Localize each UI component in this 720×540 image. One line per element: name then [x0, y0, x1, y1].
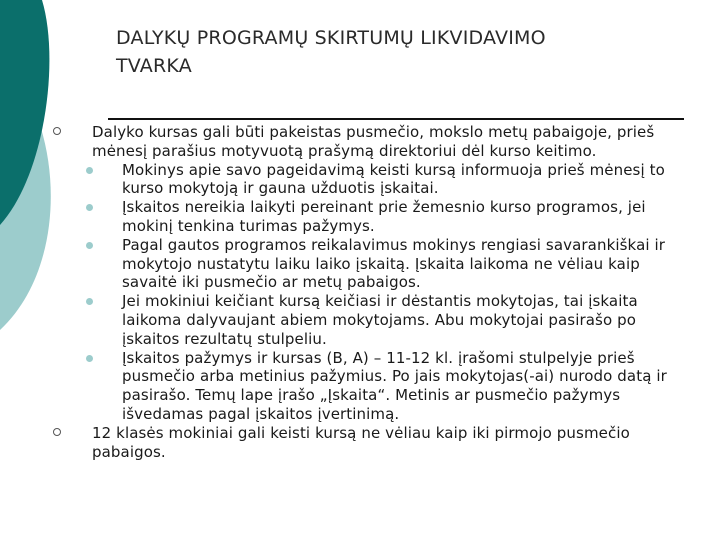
dot-bullet-icon [86, 355, 93, 362]
bullet-text: 12 klasės mokiniai gali keisti kursą ne vėliau kaip iki pirmojo pusmečio pabaigos. [92, 423, 630, 461]
dot-bullet-icon [86, 167, 93, 174]
sub-bullet-item [122, 292, 686, 348]
title-divider [108, 118, 684, 120]
sub-bullet-text: Jei mokiniui keičiant kursą keičiasi ir dėstantis mokytojas, tai įskaita laikoma dalyvaujant abiem mokytojams. Abu mokytojai pasirašo po įskaitos rezultatų stulpeliu. [122, 292, 638, 348]
sub-bullet-item [122, 236, 686, 292]
title-line-1: DALYKŲ PROGRAMŲ SKIRTUMŲ LIKVIDAVIMO [116, 27, 546, 49]
slide-title [116, 24, 696, 80]
sub-bullet-item [122, 161, 686, 199]
dot-bullet-icon [86, 204, 93, 211]
sub-bullet-item [122, 198, 686, 236]
sub-bullet-text: Įskaitos pažymys ir kursas (B, A) – 11-12 kl. įrašomi stulpelyje prieš pusmečio arba metinius pažymius. Po jais mokytojas(-ai) nurodo datą ir pasirašo. Temų lape įrašo „Įskaita“. Metinis ar pusmečio pažymys išvedamas pagal įskaitos įvertinimą. [122, 348, 667, 423]
content-body [0, 123, 720, 461]
hollow-circle-bullet-icon [53, 428, 61, 436]
bullet-item [92, 424, 686, 462]
sub-bullet-text: Mokinys apie savo pageidavimą keisti kursą informuoja prieš mėnesį to kurso mokytoją ir gauna užduotis įskaitai. [122, 160, 665, 198]
sub-bullet-text: Pagal gautos programos reikalavimus mokinys rengiasi savarankiškai ir mokytojo nustatytu laiku laiko įskaitą. Įskaita laikoma ne vėliau kaip savaitė iki pusmečio ar metų pabaigos. [122, 235, 666, 292]
sub-bullet-text: Įskaitos nereikia laikyti pereinant prie žemesnio kurso programos, jei mokinį tenkina turimas pažymys. [122, 198, 646, 235]
title-line-2: TVARKA [116, 55, 192, 77]
sub-bullet-item [122, 349, 686, 424]
dot-bullet-icon [86, 298, 93, 305]
bullet-text: Dalyko kursas gali būti pakeistas pusmečio, mokslo metų pabaigoje, prieš mėnesį parašius motyvuotą prašymą direktoriui dėl kurso keitimo. [92, 123, 655, 160]
hollow-circle-bullet-icon [53, 127, 61, 135]
bullet-item [92, 123, 686, 161]
dot-bullet-icon [86, 242, 93, 249]
